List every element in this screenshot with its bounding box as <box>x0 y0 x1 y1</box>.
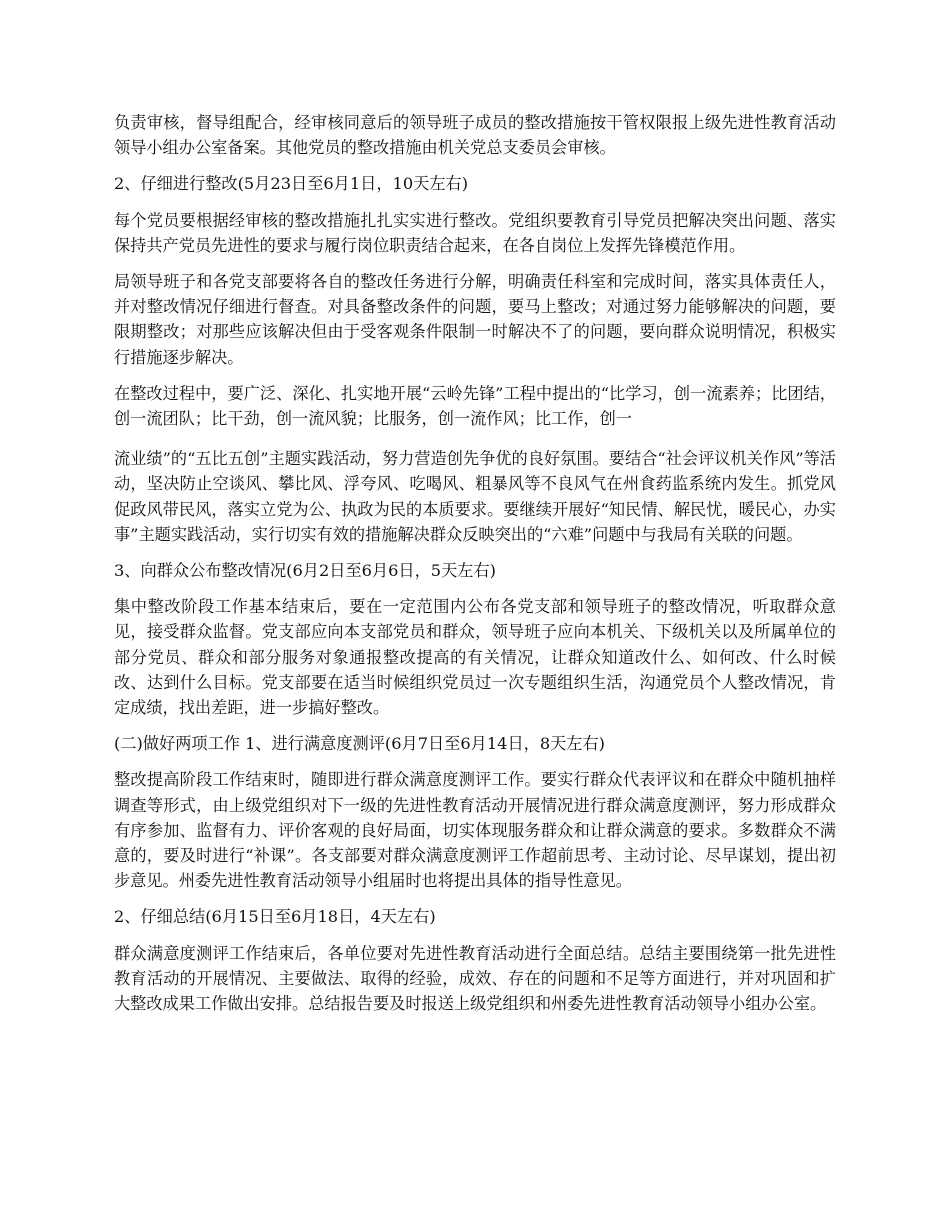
heading-rectification: 2、仔细进行整改(5月23日至6月1日，10天左右) <box>114 174 469 194</box>
heading-publish-results: 3、向群众公布整改情况(6月2日至6月6日，5天左右) <box>114 561 496 581</box>
paragraph-summary: 群众满意度测评工作结束后，各单位要对先进性教育活动进行全面总结。总结主要围绕第一批先进性教育活动的开展情况、主要做法、取得的经验，成效、存在的问题和不足等方面进行，并对巩固和扩大整改成果工作做出安排。总结报告要及时报送上级党组织和州委先进性教育活动领导小组办公室。 <box>114 943 836 1014</box>
document-body <box>114 110 836 1027</box>
paragraph-publish-results: 集中整改阶段工作基本结束后，要在一定范围内公布各党支部和领导班子的整改情况，听取群众意见，接受群众监督。党支部应向本支部党员和群众，领导班子应向本机关、下级机关以及所属单位的部分党员、群众和部分服务对象通报整改提高的有关情况，让群众知道改什么、如何改、什么时候改、达到什么目标。党支部要在适当时候组织党员过一次专题组织生活，沟通党员个人整改情况，肯定成绩，找出差距，进一步搞好整改。 <box>114 597 836 718</box>
paragraph-leadership-tasks: 局领导班子和各党支部要将各自的整改任务进行分解，明确责任科室和完成时间，落实具体责任人，并对整改情况仔细进行督查。对具备整改条件的问题，要马上整改；对通过努力能够解决的问题，要限期整改；对那些应该解决但由于受客观条件限制一时解决不了的问题，要向群众说明情况，积极实行措施逐步解决。 <box>114 272 836 367</box>
paragraph-review: 负责审核，督导组配合，经审核同意后的领导班子成员的整改措施按干管权限报上级先进性教育活动领导小组办公室备案。其他党员的整改措施由机关党总支委员会审核。 <box>114 113 836 158</box>
paragraph-process-start: 在整改过程中，要广泛、深化、扎实地开展“云岭先锋”工程中提出的“比学习，创一流素养；比团结，创一流团队；比干劲，创一流风貌；比服务，创一流作风；比工作，创一 <box>114 383 836 429</box>
paragraph-satisfaction-survey: 整改提高阶段工作结束时，随即进行群众满意度测评工作。要实行群众代表评议和在群众中随机抽样调查等形式，由上级党组织对下一级的先进性教育活动开展情况进行群众满意度测评，努力形成群众有序参加、监督有力、评价客观的良好局面，切实体现服务群众和让群众满意的要求。多数群众不满意的，要及时进行“补课”。各支部要对群众满意度测评工作超前思考、主动讨论、尽早谋划，提出初步意见。州委先进性教育活动领导小组届时也将提出具体的指导性意见。 <box>114 770 836 891</box>
paragraph-party-member-rectification: 每个党员要根据经审核的整改措施扎扎实实进行整改。党组织要教育引导党员把解决突出问题、落实保持共产党员先进性的要求与履行岗位职责结合起来，在各自岗位上发挥先锋模范作用。 <box>114 210 836 255</box>
paragraph-process-continued: 流业绩”的“五比五创”主题实践活动，努力营造创先争优的良好氛围。要结合“社会评议机关作风”等活动，坚决防止空谈风、攀比风、浮夸风、吃喝风、粗暴风等不良风气在州食药监系统内发生。抓党风促政风带民风，落实立党为公、执政为民的本质要求。要继续开展好“知民情、解民忧，暖民心，办实事”主题实践活动，实行切实有效的措施解决群众反映突出的“六难”问题中与我局有关联的问题。 <box>114 449 836 544</box>
heading-satisfaction-survey: (二)做好两项工作 1、进行满意度测评(6月7日至6月14日，8天左右) <box>114 734 605 754</box>
heading-summary: 2、仔细总结(6月15日至6月18日，4天左右) <box>114 907 436 927</box>
